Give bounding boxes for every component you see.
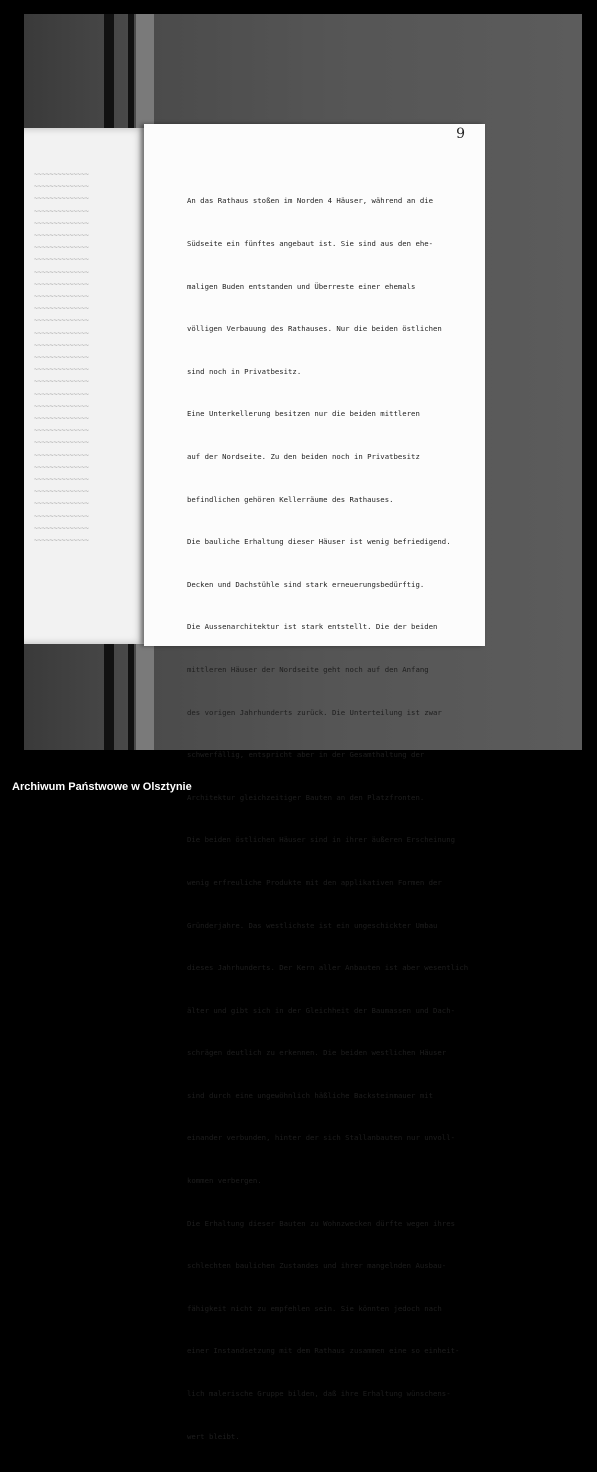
text-line: sind noch in Privatbesitz. [187, 366, 302, 376]
text-line: Die Aussenarchitektur ist stark entstellt. Die der beiden [187, 622, 438, 632]
text-line: fähigkeit nicht zu empfehlen sein. Sie könnten jedoch nach [187, 1303, 442, 1313]
text-line: einander verbunden, hinter der sich Stallanbauten nur unvoll- [187, 1133, 455, 1143]
text-line: völligen Verbauung des Rathauses. Nur die beiden östlichen [187, 324, 442, 334]
text-line: schlechten baulichen Zustandes und ihrer mangelnden Ausbau- [187, 1261, 447, 1271]
text-line: wenig erfreuliche Produkte mit den applikativen Formen der [187, 877, 442, 887]
text-line: schrägen deutlich zu erkennen. Die beiden westlichen Häuser [187, 1048, 447, 1058]
text-line: lich malerische Gruppe bilden, daß ihre Erhaltung wünschens- [187, 1389, 451, 1399]
document-page [144, 124, 485, 1441]
text-line: schwerfällig, entspricht aber in der Gesamthaltung der [187, 750, 425, 760]
typed-body-text [187, 166, 487, 1472]
text-line: Die bauliche Erhaltung dieser Häuser ist wenig befriedigend. [187, 537, 451, 547]
text-line: kommen verbergen. [187, 1176, 262, 1186]
text-line: sind durch eine ungewöhnlich häßliche Backsteinmauer mit [187, 1090, 434, 1100]
text-line: maligen Buden entstanden und Überreste einer ehemals [187, 281, 416, 291]
text-line: Südseite ein fünftes angebaut ist. Sie sind aus den ehe- [187, 239, 434, 248]
text-line: auf der Nordseite. Zu den beiden noch in Privatbesitz [187, 451, 420, 461]
text-line: Eine Unterkellerung besitzen nur die beiden mittleren [187, 409, 420, 419]
text-line: mittleren Häuser der Nordseite geht noch auf den Anfang [187, 664, 429, 674]
text-line: Architektur gleichzeitiger Bauten an den Platzfronten. [187, 792, 425, 802]
text-line: einer Instandsetzung mit dem Rathaus zusammen eine so einheit- [187, 1346, 460, 1356]
page-number: 9 [456, 126, 465, 142]
text-line: befindlichen gehören Kellerräume des Rathauses. [187, 494, 394, 504]
text-line: Decken und Dachstühle sind stark erneuerungsbedürftig. [187, 579, 425, 589]
previous-page-sheet [24, 128, 146, 644]
archive-watermark: Archiwum Państwowe w Olsztynie [12, 781, 192, 793]
text-line: An das Rathaus stoßen im Norden 4 Häuser, während an die [187, 196, 434, 206]
text-line: dieses Jahrhunderts. Der Kern aller Anbauten ist aber wesentlich [187, 963, 469, 973]
text-line: Gründerjahre. Das westlichste ist ein ungeschickter Umbau [187, 920, 438, 930]
text-line: älter und gibt sich in der Gleichheit der Baumassen und Dach- [187, 1005, 455, 1015]
text-line: des vorigen Jahrhunderts zurück. Die Unterteilung ist zwar [187, 707, 442, 717]
text-line: Die beiden östlichen Häuser sind in ihrer äußeren Erscheinung [187, 835, 455, 845]
text-line: Die Erhaltung dieser Bauten zu Wohnzwecken dürfte wegen ihres [187, 1218, 455, 1228]
bleed-through-text: ~~~~~~~~~~~~~~ ~~~~~~~~~~~~~~ ~~~~~~~~~~~~~~ ~~~~~~~~~~~~~~ ~~~~~~~~~~~~~~ ~~~~~~~~~~~~~~ ~~~~~~~~~~~~~~ ~~~~~~~~~~~~~~ ~~~~~~~~~~~~~~ ~~~~~~~~~~~~~~ ~~~~~~~~~~~~~~ ~~~~~~~~~~~~~~ ~~~~~~~~~~~~~~ ~~~~~~~~~~~~~~ ~~~~~~~~~~~~~~ ~~~~~~~~~~~~~~ ~~~~~~~~~~~~~~ ~~~~~~~~~~~~~~ ~~~~~~~~~~~~~~ ~~~~~~~~~~~~~~ ~~~~~~~~~~~~~~ ~~~~~~~~~~~~~~ ~~~~~~~~~~~~~~ ~~~~~~~~~~~~~~ ~~~~~~~~~~~~~~ ~~~~~~~~~~~~~~ ~~~~~~~~~~~~~~ ~~~~~~~~~~~~~~ ~~~~~~~~~~~~~~ ~~~~~~~~~~~~~~ ~~~~~~~~~~~~~~ [34, 170, 89, 545]
text-line: wert bleibt. [187, 1431, 240, 1441]
